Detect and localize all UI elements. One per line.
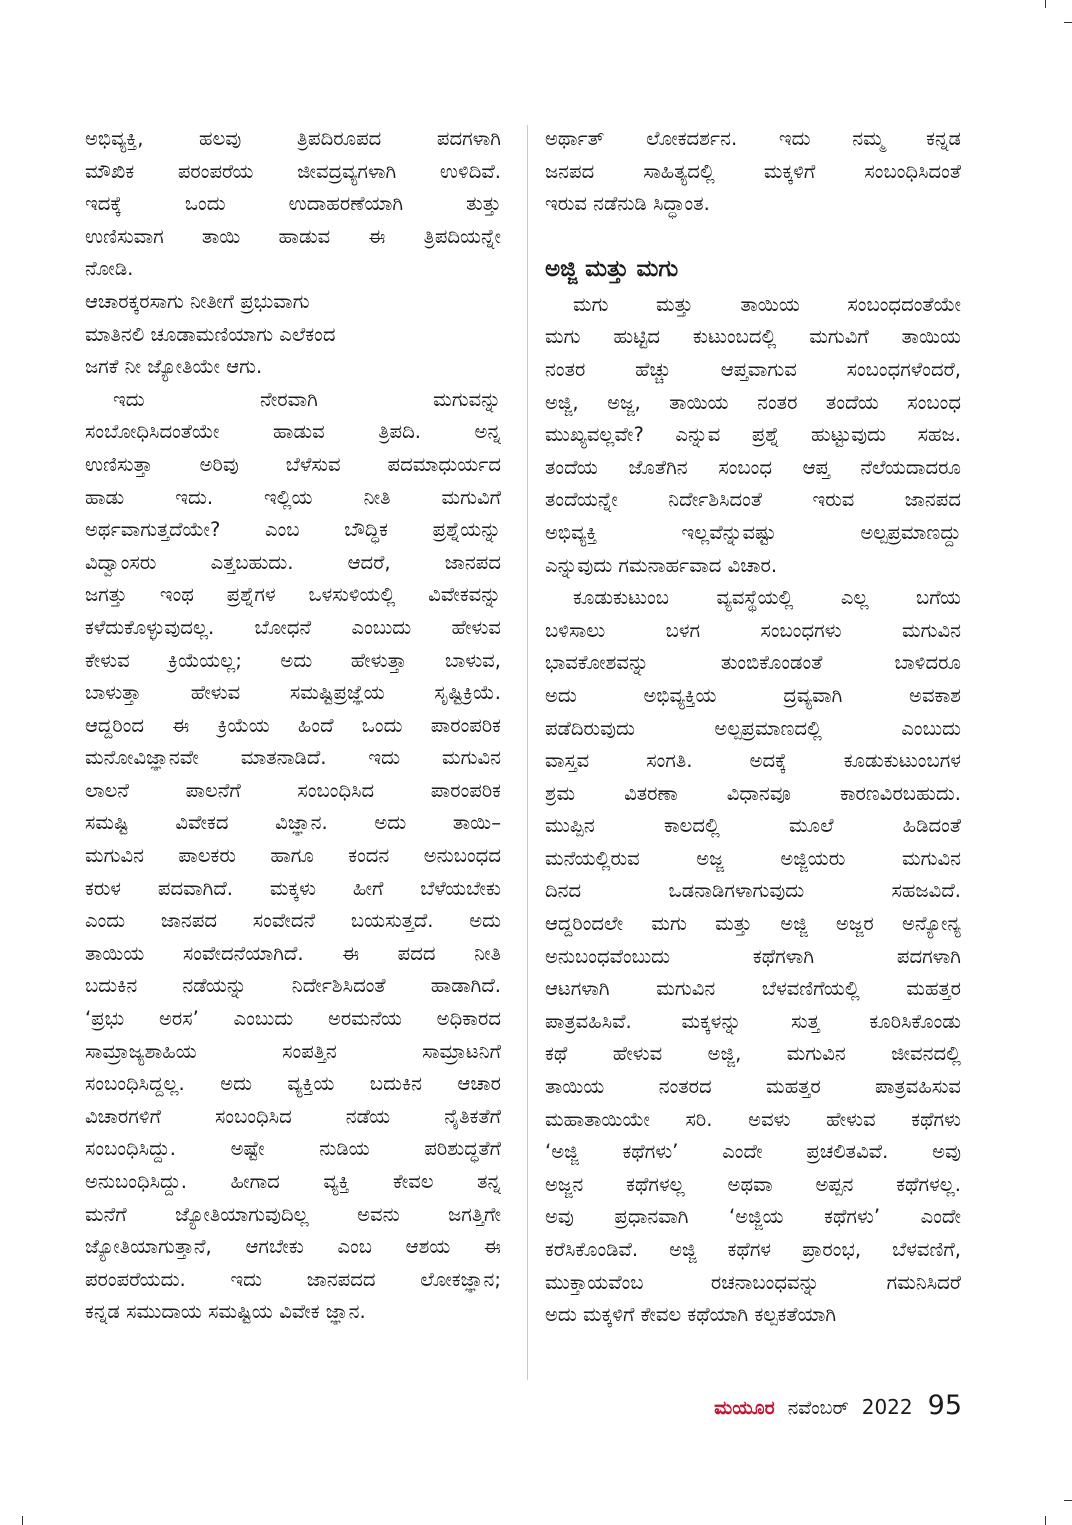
crop-mark bbox=[1064, 22, 1072, 23]
text-line: ಬಾಳುತ್ತಾ ಹೇಳುವ ಸಮಷ್ಟಿಪ್ರಜ್ಞೆಯ ಸೃಷ್ಟಿಕ್ರಿಯೆ. bbox=[85, 681, 501, 705]
section-heading: ಅಜ್ಜಿ ಮತ್ತು ಮಗು bbox=[545, 255, 679, 282]
text-line: ‘ಅಜ್ಜಿ ಕಥೆಗಳು’ ಎಂದೇ ಪ್ರಚಲಿತವಿವೆ. ಅವು bbox=[545, 1140, 961, 1164]
text-line: ಅವು ಪ್ರಧಾನವಾಗಿ ‘ಅಜ್ಜಿಯ ಕಥೆಗಳು’ ಎಂದೇ bbox=[545, 1205, 961, 1229]
text-line: ಮುಪ್ಪಿನ ಕಾಲದಲ್ಲಿ ಮೂಲೆ ಹಿಡಿದಂತೆ bbox=[545, 814, 961, 838]
text-line: ಅರ್ಥವಾಗುತ್ತದೆಯೇ? ಎಂಬ ಬೌದ್ಧಿಕ ಪ್ರಶ್ನೆಯನ್ನು bbox=[85, 518, 501, 542]
text-line: ತಾಯಿಯ ನಂತರದ ಮಹತ್ತರ ಪಾತ್ರವಹಿಸುವ bbox=[545, 1075, 961, 1099]
text-line: ಮನೆಯಲ್ಲಿರುವ ಅಜ್ಜ ಅಜ್ಜಿಯರು ಮಗುವಿನ bbox=[545, 846, 961, 870]
text-line: ನಂತರ ಹೆಚ್ಚು ಆಪ್ತವಾಗುವ ಸಂಬಂಧಗಳೆಂದರೆ, bbox=[545, 357, 961, 381]
text-line: ಭಾವಕೋಶವನ್ನು ತುಂಬಿಕೊಂಡಂತೆ ಬಾಳಿದರೂ bbox=[545, 651, 961, 675]
text-line: ಪಡೆದಿರುವುದು ಅಲ್ಪಪ್ರಮಾಣದಲ್ಲಿ ಎಂಬುದು bbox=[545, 716, 961, 740]
text-line: ಆದ್ದರಿಂದ ಈ ಕ್ರಿಯೆಯ ಹಿಂದೆ ಒಂದು ಪಾರಂಪರಿಕ bbox=[85, 713, 501, 737]
text-line: ಅಜ್ಜಿ, ಅಜ್ಜ, ತಾಯಿಯ ನಂತರ ತಂದೆಯ ಸಂಬಂಧ bbox=[545, 390, 961, 414]
text-line: ಮಾತಿನಲಿ ಚೂಡಾಮಣಿಯಾಗು ಎಲೆಕಂದ bbox=[85, 322, 336, 346]
text-line: ಉಣಿಸುವಾಗ ತಾಯಿ ಹಾಡುವ ಈ ತ್ರಿಪದಿಯನ್ನೇ bbox=[85, 224, 501, 248]
crop-mark bbox=[1064, 1500, 1072, 1501]
text-line: ಶ್ರಮ ವಿತರಣಾ ವಿಧಾನವೂ ಕಾರಣವಿರಬಹುದು. bbox=[545, 781, 961, 805]
text-line: ಇದು ನೇರವಾಗಿ ಮಗುವನ್ನು bbox=[113, 387, 501, 411]
paragraph bbox=[545, 289, 961, 582]
text-line: ಕನ್ನಡ ಸಮುದಾಯ ಸಮಷ್ಟಿಯ ವಿವೇಕ ಜ್ಞಾನ. bbox=[85, 1300, 366, 1324]
text-line: ತಂದೆಯ ಜೊತೆಗಿನ ಸಂಬಂಧ ಆಪ್ತ ನೆಲೆಯದಾದರೂ bbox=[545, 455, 961, 479]
text-line: ಜಗತ್ತು ಇಂಥ ಪ್ರಶ್ನೆಗಳ ಒಳಸುಳಿಯಲ್ಲಿ ವಿವೇಕವನ್ನು bbox=[85, 583, 501, 607]
issue-month: ನವೆಂಬರ್ bbox=[787, 1397, 849, 1419]
paragraph bbox=[85, 123, 501, 286]
page-number: 95 bbox=[927, 1390, 962, 1421]
page-footer bbox=[714, 1390, 962, 1421]
text-line: ಸಂಬಂಧಿಸಿದ್ದು. ಅಷ್ಟೇ ನುಡಿಯ ಪರಿಶುದ್ಧತೆಗೆ bbox=[85, 1137, 501, 1161]
text-line: ಮಗು ಹುಟ್ಟಿದ ಕುಟುಂಬದಲ್ಲಿ ಮಗುವಿಗೆ ತಾಯಿಯ bbox=[545, 325, 961, 349]
text-line: ಅಭಿವ್ಯಕ್ತಿ ಇಲ್ಲವೆನ್ನುವಷ್ಟು ಅಲ್ಪಪ್ರಮಾಣದ್ದು bbox=[545, 520, 961, 544]
paragraph bbox=[85, 384, 501, 1329]
text-line: ತಂದೆಯನ್ನೇ ನಿರ್ದೇಶಿಸಿದಂತೆ ಇರುವ ಜಾನಪದ bbox=[545, 488, 961, 512]
text-line: ಅನುಬಂಧಿಸಿದ್ದು. ಹೀಗಾದ ವ್ಯಕ್ತಿ ಕೇವಲ ತನ್ನ bbox=[85, 1170, 501, 1193]
text-line: ಅರ್ಥಾತ್ ಲೋಕದರ್ಶನ. ಇದು ನಮ್ಮ ಕನ್ನಡ bbox=[545, 127, 961, 150]
text-line: ಮೌಖಿಕ ಪರಂಪರೆಯ ಜೀವದ್ರವ್ಯಗಳಾಗಿ ಉಳಿದಿವೆ. bbox=[85, 159, 501, 183]
text-line: ದಿನದ ಒಡನಾಡಿಗಳಾಗುವುದು ಸಹಜವಿದೆ. bbox=[545, 879, 961, 903]
text-line: ಅನುಬಂಧವೆಂಬುದು ಕಥೆಗಳಾಗಿ ಪದಗಳಾಗಿ bbox=[545, 944, 961, 968]
text-line: ವಿಚಾರಗಳಿಗೆ ಸಂಬಂಧಿಸಿದ ನಡೆಯ ನೈತಿಕತೆಗೆ bbox=[85, 1104, 501, 1128]
text-line: ವಾಸ್ತವ ಸಂಗತಿ. ಅದಕ್ಕೆ ಕೂಡುಕುಟುಂಬಗಳ bbox=[545, 749, 961, 773]
text-line: ತಾಯಿಯ ಸಂವೇದನೆಯಾಗಿದೆ. ಈ ಪದದ ನೀತಿ bbox=[85, 941, 501, 965]
text-line: ಕರೆಸಿಕೊಂಡಿವೆ. ಅಜ್ಜಿ ಕಥೆಗಳ ಪ್ರಾರಂಭ, ಬೆಳವಣಿಗೆ, bbox=[545, 1238, 961, 1261]
text-line: ವಿದ್ವಾಂಸರು ಎತ್ತಬಹುದು. ಆದರೆ, ಜಾನಪದ bbox=[85, 550, 501, 574]
text-line: ನೋಡಿ. bbox=[85, 257, 134, 281]
text-line: ಅದು ಮಕ್ಕಳಿಗೆ ಕೇವಲ ಕಥೆಯಾಗಿ ಕಲ್ಪಕತೆಯಾಗಿ bbox=[545, 1303, 837, 1327]
issue-year: 2022 bbox=[861, 1395, 913, 1419]
text-line: ಸಮಷ್ಟಿ ವಿವೇಕದ ವಿಜ್ಞಾನ. ಅದು ತಾಯಿ– bbox=[85, 811, 501, 835]
text-line: ಸಂಬಂಧಿಸಿದ್ದಲ್ಲ. ಅದು ವ್ಯಕ್ತಿಯ ಬದುಕಿನ ಆಚಾರ bbox=[85, 1072, 501, 1096]
text-line: ಹಾಡು ಇದು. ಇಲ್ಲಿಯ ನೀತಿ ಮಗುವಿಗೆ bbox=[85, 485, 501, 509]
text-line: ಕೂಡುಕುಟುಂಬ ವ್ಯವಸ್ಥೆಯಲ್ಲಿ ಎಲ್ಲ ಬಗೆಯ bbox=[573, 586, 961, 610]
text-line: ಆದ್ದರಿಂದಲೇ ಮಗು ಮತ್ತು ಅಜ್ಜಿ ಅಜ್ಜರ ಅನ್ಯೋನ್ಯ bbox=[545, 912, 961, 936]
text-line: ಮನೋವಿಜ್ಞಾನವೇ ಮಾತನಾಡಿದೆ. ಇದು ಮಗುವಿನ bbox=[85, 746, 501, 770]
section-gap bbox=[545, 221, 961, 251]
text-line: ಎಂದು ಜಾನಪದ ಸಂವೇದನೆ ಬಯಸುತ್ತದೆ. ಅದು bbox=[85, 909, 501, 933]
text-line: ಇರುವ ನಡೆನುಡಿ ಸಿದ್ಧಾಂತ. bbox=[545, 192, 710, 216]
text-line: ಮಗುವಿನ ಪಾಲಕರು ಹಾಗೂ ಕಂದನ ಅನುಬಂಧದ bbox=[85, 844, 501, 868]
text-line: ಬದುಕಿನ ನಡೆಯನ್ನು ನಿರ್ದೇಶಿಸಿದಂತೆ ಹಾಡಾಗಿದೆ. bbox=[85, 974, 501, 998]
text-line: ಕರುಳ ಪದವಾಗಿದೆ. ಮಕ್ಕಳು ಹೀಗೆ ಬೆಳೆಯಬೇಕು bbox=[85, 876, 501, 900]
right-column bbox=[545, 123, 961, 1332]
text-line: ಬಳಿಸಾಲು ಬಳಗ ಸಂಬಂಧಗಳು ಮಗುವಿನ bbox=[545, 618, 961, 642]
text-line: ಅಜ್ಜನ ಕಥೆಗಳಲ್ಲ ಅಥವಾ ಅಪ್ಪನ ಕಥೆಗಳಲ್ಲ. bbox=[545, 1172, 961, 1196]
left-column bbox=[85, 123, 501, 1329]
text-line: ಎನ್ನುವುದು ಗಮನಾರ್ಹವಾದ ವಿಚಾರ. bbox=[545, 553, 778, 577]
text-line: ಸಂಬೋಧಿಸಿದಂತೆಯೇ ಹಾಡುವ ತ್ರಿಪದಿ. ಅನ್ನ bbox=[85, 420, 501, 444]
text-line: ಪಾತ್ರವಹಿಸಿವೆ. ಮಕ್ಕಳನ್ನು ಸುತ್ತ ಕೂರಿಸಿಕೊಂಡು bbox=[545, 1009, 961, 1033]
paragraph bbox=[545, 123, 961, 221]
text-line: ‘ಪ್ರಭು ಅರಸ’ ಎಂಬುದು ಅರಮನೆಯ ಅಧಿಕಾರದ bbox=[85, 1007, 501, 1031]
text-line: ಸಾಮ್ರಾಜ್ಯಶಾಹಿಯ ಸಂಪತ್ತಿನ ಸಾಮ್ರಾಟನಿಗೆ bbox=[85, 1039, 501, 1063]
text-line: ಆಚಾರಕ್ಕರಸಾಗು ನೀತೀಗೆ ಪ್ರಭುವಾಗು bbox=[85, 289, 310, 313]
crop-mark bbox=[22, 1516, 23, 1525]
text-line: ಮುಕ್ತಾಯವೆಂಬ ರಚನಾಬಂಧವನ್ನು ಗಮನಿಸಿದರೆ bbox=[545, 1270, 961, 1294]
text-line: ಕಥೆ ಹೇಳುವ ಅಜ್ಜಿ, ಮಗುವಿನ ಜೀವನದಲ್ಲಿ bbox=[545, 1042, 961, 1066]
text-line: ಆಟಗಳಾಗಿ ಮಗುವಿನ ಬೆಳವಣಿಗೆಯಲ್ಲಿ ಮಹತ್ತರ bbox=[545, 977, 961, 1001]
text-line: ಲಾಲನೆ ಪಾಲನೆಗೆ ಸಂಬಂಧಿಸಿದ ಪಾರಂಪರಿಕ bbox=[85, 778, 501, 802]
text-line: ಜನಪದ ಸಾಹಿತ್ಯದಲ್ಲಿ ಮಕ್ಕಳಿಗೆ ಸಂಬಂಧಿಸಿದಂತೆ bbox=[545, 159, 961, 183]
text-line: ಮನೆಗೆ ಜ್ಯೋತಿಯಾಗುವುದಿಲ್ಲ ಅವನು ಜಗತ್ತಿಗೇ bbox=[85, 1202, 501, 1226]
text-line: ಉಣಿಸುತ್ತಾ ಅರಿವು ಬೆಳೆಸುವ ಪದಮಾಧುರ್ಯದ bbox=[85, 452, 501, 476]
column-divider bbox=[527, 125, 528, 1380]
text-line: ಮುಖ್ಯವಲ್ಲವೇ? ಎನ್ನುವ ಪ್ರಶ್ನೆ ಹುಟ್ಟುವುದು ಸಹಜ. bbox=[545, 423, 961, 447]
text-line: ಅಭಿವ್ಯಕ್ತಿ, ಹಲವು ತ್ರಿಪದಿರೂಪದ ಪದಗಳಾಗಿ bbox=[85, 127, 501, 150]
text-line: ಮಗು ಮತ್ತು ತಾಯಿಯ ಸಂಬಂಧದಂತೆಯೇ bbox=[573, 292, 961, 316]
text-line: ಕೇಳುವ ಕ್ರಿಯೆಯಲ್ಲ; ಅದು ಹೇಳುತ್ತಾ ಬಾಳುವ, bbox=[85, 648, 501, 672]
text-line: ಜಗಕೆ ನೀ ಜ್ಯೋತಿಯೇ ಆಗು. bbox=[85, 355, 263, 379]
text-line: ಕಳೆದುಕೊಳ್ಳುವುದಲ್ಲ. ಬೋಧನೆ ಎಂಬುದು ಹೇಳುವ bbox=[85, 615, 501, 639]
text-line: ಜ್ಯೋತಿಯಾಗುತ್ತಾನೆ, ಆಗಬೇಕು ಎಂಬ ಆಶಯ ಈ bbox=[85, 1235, 501, 1259]
verse-block bbox=[85, 286, 501, 384]
crop-mark bbox=[1045, 1516, 1046, 1525]
text-line: ಇದಕ್ಕೆ ಒಂದು ಉದಾಹರಣೆಯಾಗಿ ತುತ್ತು bbox=[85, 192, 501, 216]
crop-mark bbox=[1045, 0, 1046, 8]
text-line: ಪರಂಪರೆಯದು. ಇದು ಜಾನಪದದ ಲೋಕಜ್ಞಾನ; bbox=[85, 1267, 501, 1291]
text-line: ಅದು ಅಭಿವ್ಯಕ್ತಿಯ ದ್ರವ್ಯವಾಗಿ ಅವಕಾಶ bbox=[545, 683, 961, 707]
text-line: ಮಹಾತಾಯಿಯೇ ಸರಿ. ಅವಳು ಹೇಳುವ ಕಥೆಗಳು bbox=[545, 1107, 961, 1131]
paragraph bbox=[545, 582, 961, 1332]
magazine-logo: ಮಯೂರ bbox=[714, 1397, 775, 1419]
